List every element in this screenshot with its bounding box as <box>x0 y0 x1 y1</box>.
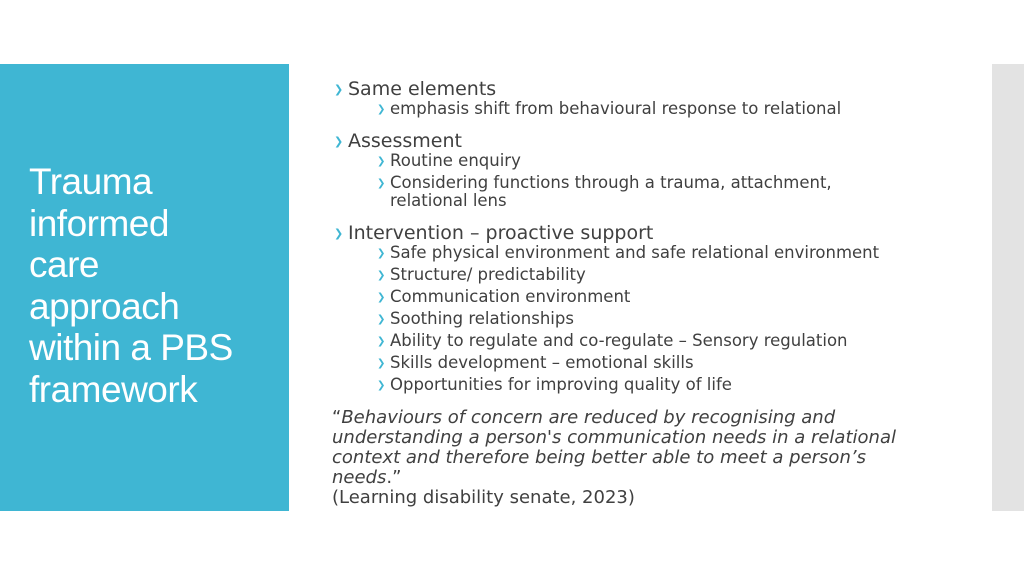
quote-open-mark: “ <box>332 407 342 428</box>
slide-title: Trauma informed care approach within a PBS framework <box>29 161 233 410</box>
chevron-right-icon: ❯ <box>377 336 386 347</box>
bullet-level2 <box>332 288 952 306</box>
chevron-right-icon: ❯ <box>377 178 386 189</box>
quote-text: Behaviours of concern are reduced by recognising and understanding a person's communication needs in a relational context and therefore being better able to meet a person’s needs <box>332 407 896 488</box>
bullet-level2 <box>332 376 952 394</box>
bullet-level2 <box>332 354 952 372</box>
chevron-right-icon: ❯ <box>334 83 344 96</box>
bullet-text: Assessment <box>348 130 462 152</box>
bullet-text: Structure/ predictability <box>390 265 586 284</box>
right-side-bar <box>992 64 1024 511</box>
chevron-right-icon: ❯ <box>377 292 386 303</box>
chevron-right-icon: ❯ <box>334 135 344 148</box>
bullet-level2 <box>332 244 952 262</box>
quote-close-mark: .” <box>386 467 402 488</box>
bullet-text: Soothing relationships <box>390 309 574 328</box>
chevron-right-icon: ❯ <box>377 358 386 369</box>
bullet-text: Ability to regulate and co-regulate – Sensory regulation <box>390 331 848 350</box>
quote-citation: (Learning disability senate, 2023) <box>332 487 635 508</box>
slide-content <box>332 78 952 508</box>
bullet-text: Communication environment <box>390 287 631 306</box>
chevron-right-icon: ❯ <box>377 314 386 325</box>
chevron-right-icon: ❯ <box>377 156 386 167</box>
bullet-level2 <box>332 174 870 210</box>
bullet-text: Same elements <box>348 78 497 100</box>
bullet-level1-same-elements <box>332 78 952 100</box>
chevron-right-icon: ❯ <box>377 248 386 259</box>
chevron-right-icon: ❯ <box>334 227 344 240</box>
bullet-level2 <box>332 152 952 170</box>
bullet-text: Routine enquiry <box>390 151 521 170</box>
bullet-text: Skills development – emotional skills <box>390 353 694 372</box>
bullet-level1-assessment <box>332 130 952 152</box>
chevron-right-icon: ❯ <box>377 270 386 281</box>
bullet-text: Considering functions through a trauma, attachment, relational lens <box>390 173 832 210</box>
bullet-level2 <box>332 266 952 284</box>
chevron-right-icon: ❯ <box>377 380 386 391</box>
bullet-text: emphasis shift from behavioural response to relational <box>390 99 842 118</box>
bullet-level1-intervention <box>332 222 952 244</box>
quote-block <box>332 408 922 508</box>
bullet-level2 <box>332 310 952 328</box>
bullet-text: Intervention – proactive support <box>348 222 654 244</box>
bullet-level2 <box>332 100 952 118</box>
bullet-text: Opportunities for improving quality of life <box>390 375 732 394</box>
bullet-text: Safe physical environment and safe relational environment <box>390 243 880 262</box>
chevron-right-icon: ❯ <box>377 104 386 115</box>
bullet-level2 <box>332 332 952 350</box>
